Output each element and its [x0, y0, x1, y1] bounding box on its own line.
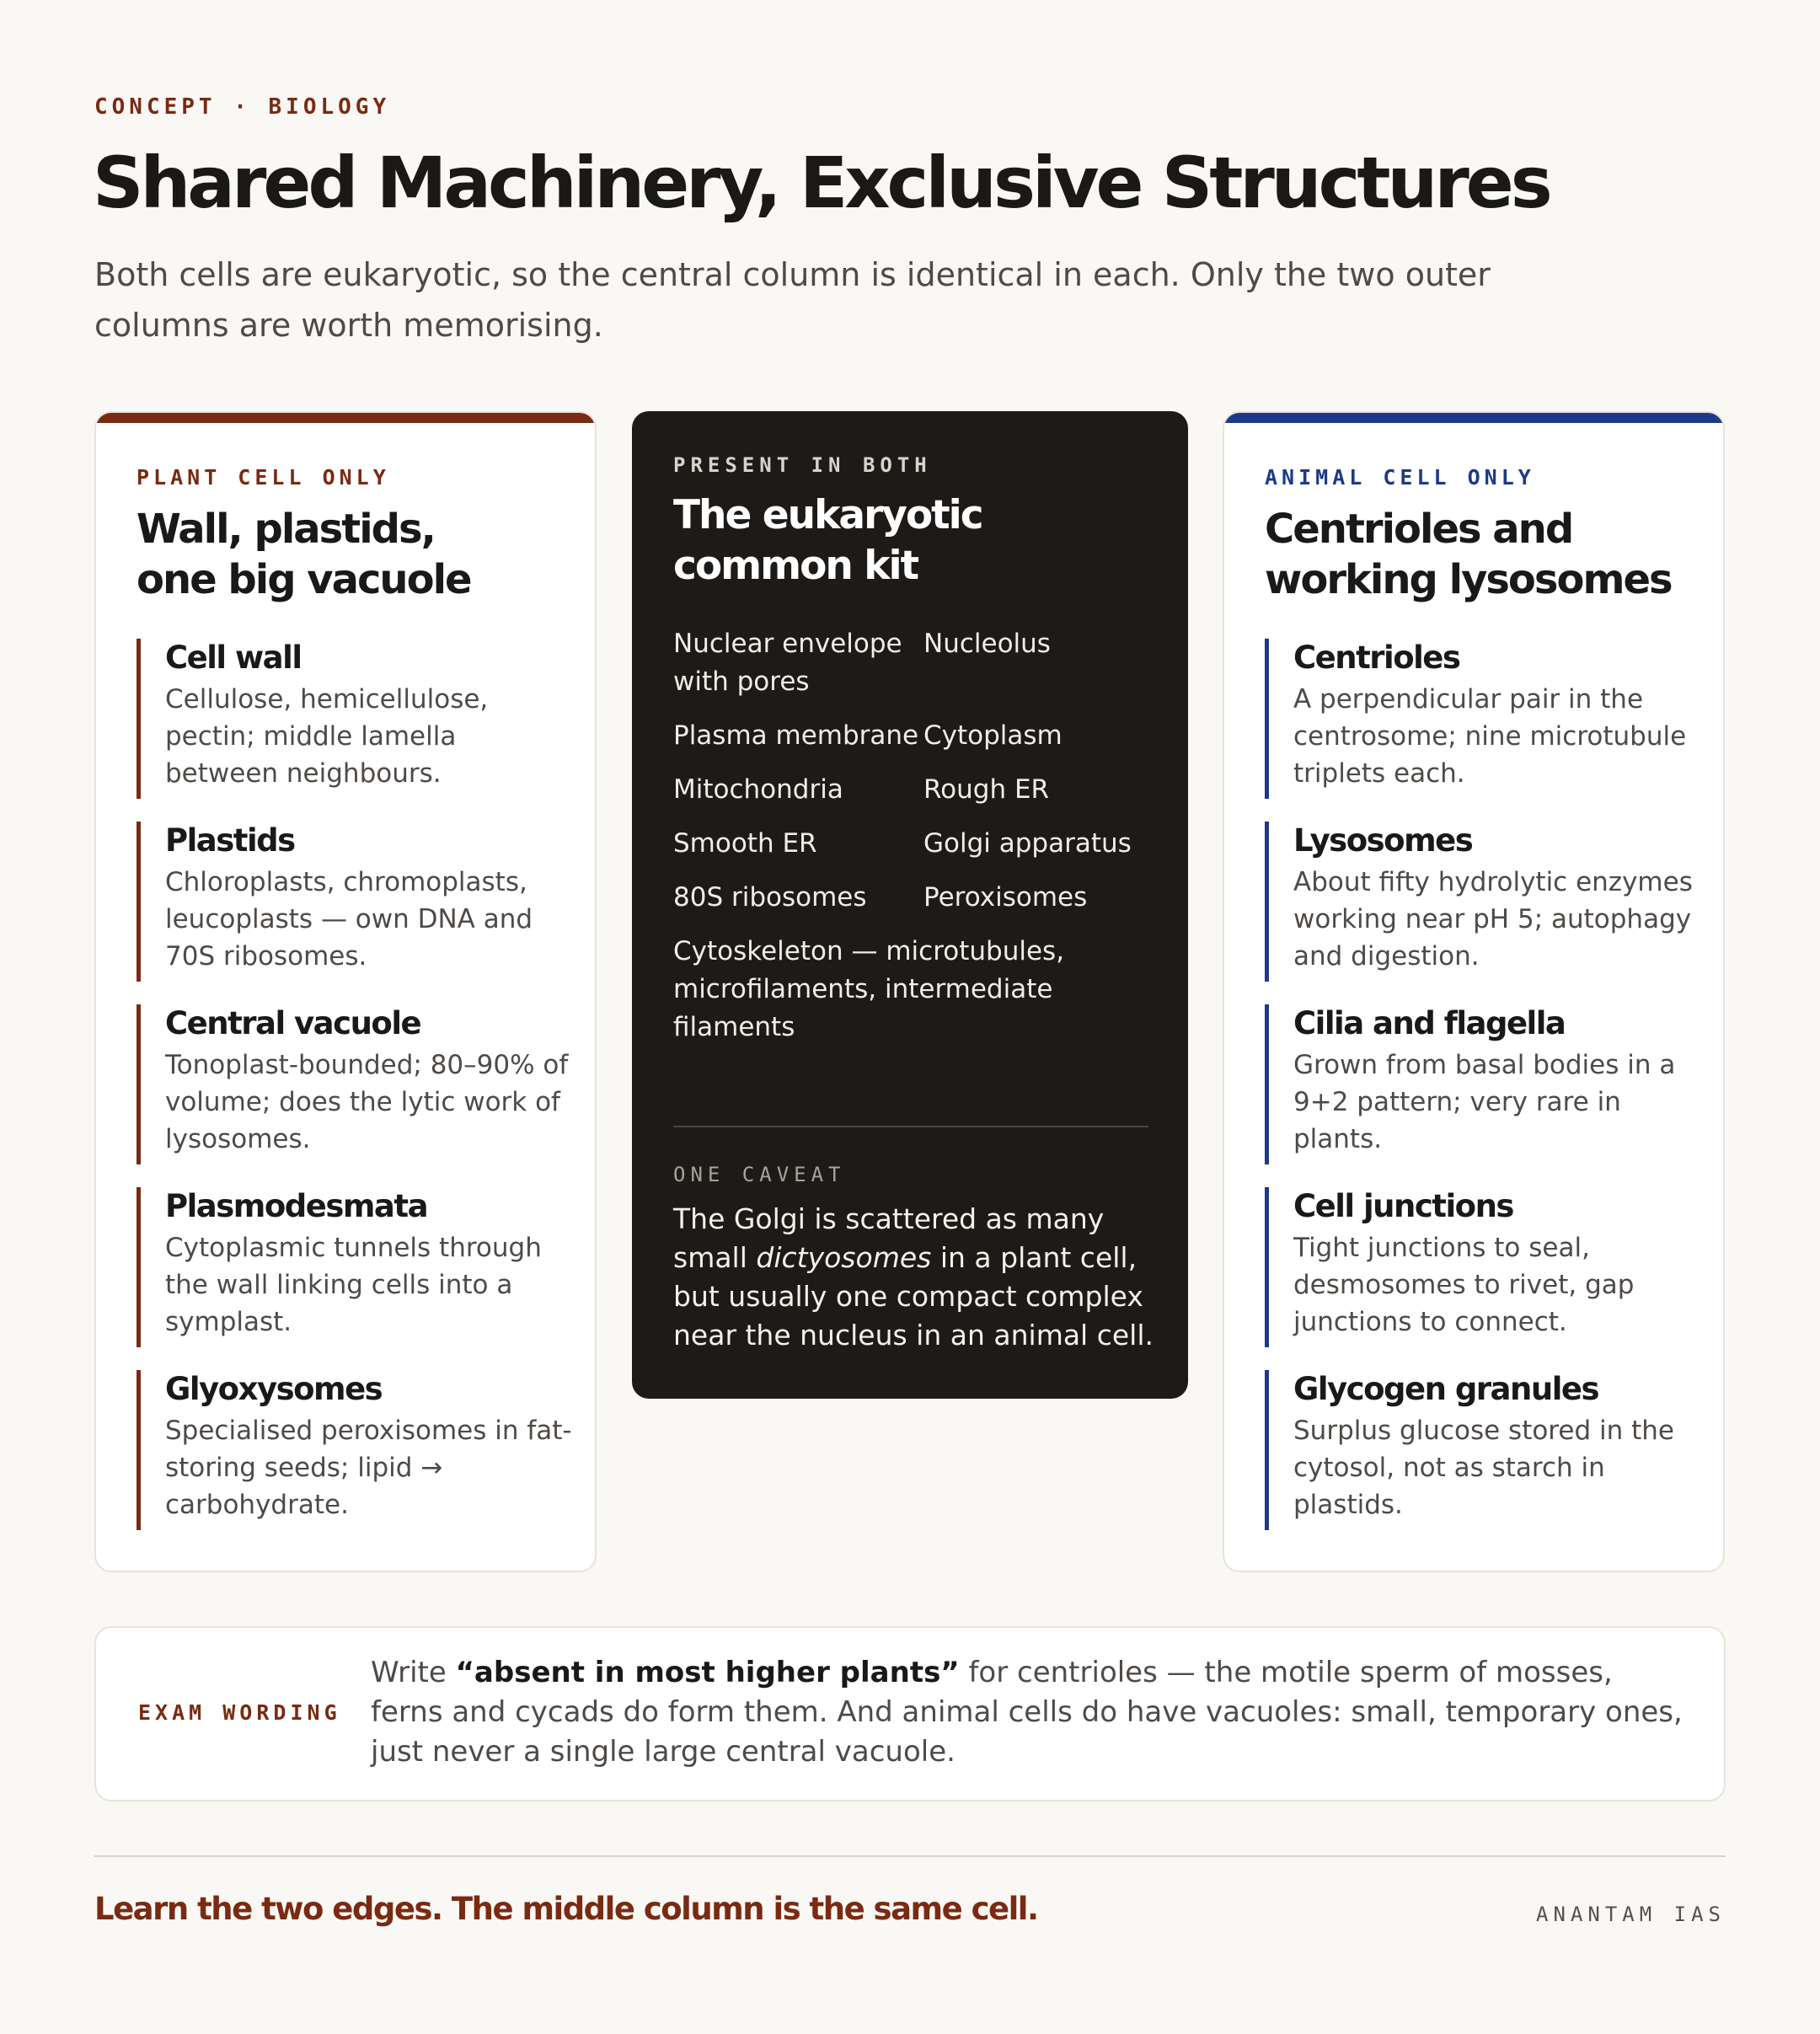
- list-item: [136, 822, 575, 982]
- exam-key-phrase: “absent in most higher plants”: [455, 1656, 960, 1689]
- item-title: Central vacuole: [165, 1005, 421, 1041]
- page-title: Shared Machinery, Exclusive Structures: [93, 142, 1550, 224]
- kit-item: Cytoplasm: [923, 720, 1063, 751]
- animal-item-list: [1265, 639, 1703, 1530]
- item-description: Chloroplasts, chromoplasts, leucoplasts — own DNA and 70S ribosomes.: [165, 867, 533, 972]
- eyebrow: CONCEPT · BIOLOGY: [94, 94, 391, 120]
- caveat-label: ONE CAVEAT: [673, 1163, 846, 1186]
- item-description: Specialised peroxisomes in fat-storing seeds; lipid → carbohydrate.: [165, 1416, 572, 1520]
- list-item: [136, 1370, 575, 1530]
- item-title: Cell wall: [165, 640, 302, 676]
- kit-item: Mitochondria: [673, 774, 843, 805]
- shared-heading-line-1: The eukaryotic: [673, 492, 982, 538]
- plant-item-list: [136, 639, 575, 1530]
- common-kit-grid: [673, 625, 1162, 1046]
- shared-organelles-card: [632, 411, 1188, 1399]
- exam-text-end: for centrioles — the motile sperm of mosses, ferns and cycads do form them. And animal cells do have vacuoles: small, temporary ones, just never a single large central vacuole.: [371, 1656, 1683, 1769]
- animal-card-label: ANIMAL CELL ONLY: [1265, 465, 1535, 490]
- kit-item: Smooth ER: [673, 828, 817, 859]
- plant-card-heading: [136, 504, 575, 605]
- accent-bar: [136, 1004, 141, 1164]
- list-item: [1265, 1187, 1703, 1347]
- item-title: Centrioles: [1293, 640, 1460, 676]
- list-item: [136, 639, 575, 799]
- item-description: Grown from basal bodies in a 9+2 pattern; very rare in plants.: [1293, 1050, 1676, 1154]
- item-description: Surplus glucose stored in the cytosol, not as starch in plastids.: [1293, 1416, 1674, 1520]
- item-description: A perpendicular pair in the centrosome; nine microtubule triplets each.: [1293, 684, 1687, 789]
- divider: [673, 1126, 1148, 1127]
- plant-cell-card: [94, 411, 597, 1572]
- caveat-text-end: in a plant cell, but usually one compact complex near the nucleus in an animal cell.: [673, 1241, 1154, 1352]
- accent-bar: [1265, 1004, 1269, 1164]
- list-item: [1265, 1004, 1703, 1164]
- shared-card-heading: [673, 490, 1145, 591]
- caveat-text: [673, 1200, 1170, 1355]
- exam-text-start: Write: [371, 1656, 456, 1689]
- exam-wording-box: [94, 1626, 1726, 1801]
- plant-heading-line-2: one big vacuole: [136, 556, 471, 603]
- list-item: [1265, 639, 1703, 799]
- plant-heading-line-1: Wall, plastids,: [136, 506, 435, 553]
- animal-heading-line-2: working lysosomes: [1265, 556, 1672, 603]
- item-title: Plastids: [165, 822, 295, 859]
- kit-item: Cytoskeleton — microtubules, microfilaments, intermediate filaments: [673, 936, 1065, 1042]
- shared-heading-line-2: common kit: [673, 543, 918, 589]
- accent-bar: [136, 1187, 141, 1347]
- accent-bar: [136, 639, 141, 799]
- item-title: Cell junctions: [1293, 1188, 1513, 1224]
- item-title: Cilia and flagella: [1293, 1005, 1566, 1041]
- exam-wording-label: EXAM WORDING: [138, 1700, 341, 1725]
- item-description: Cellulose, hemicellulose, pectin; middle lamella between neighbours.: [165, 684, 489, 789]
- plant-card-label: PLANT CELL ONLY: [136, 465, 390, 490]
- accent-bar: [136, 822, 141, 982]
- page-subtitle: Both cells are eukaryotic, so the central column is identical in each. Only the two outer columns are worth memorising.: [94, 256, 1491, 344]
- animal-cell-card: [1223, 411, 1725, 1572]
- animal-card-heading: [1265, 504, 1703, 605]
- kit-item: Plasma membrane: [673, 720, 919, 751]
- brand-name: ANANTAM IAS: [1536, 1903, 1726, 1926]
- exam-wording-text: [371, 1653, 1685, 1772]
- animal-heading-line-1: Centrioles and: [1265, 506, 1573, 553]
- kit-item: Golgi apparatus: [923, 828, 1132, 859]
- kit-item: Nucleolus: [923, 629, 1051, 659]
- list-item: [1265, 1370, 1703, 1530]
- kit-item: Peroxisomes: [923, 882, 1088, 913]
- shared-card-label: PRESENT IN BOTH: [673, 453, 932, 477]
- list-item: [136, 1187, 575, 1347]
- item-description: Cytoplasmic tunnels through the wall linking cells into a symplast.: [165, 1233, 542, 1337]
- item-title: Glycogen granules: [1293, 1371, 1599, 1407]
- item-title: Glyoxysomes: [165, 1371, 383, 1407]
- footer-tagline: Learn the two edges. The middle column is the same cell.: [94, 1891, 1038, 1927]
- kit-item: Rough ER: [923, 774, 1050, 805]
- accent-bar: [1265, 1370, 1269, 1530]
- list-item: [1265, 822, 1703, 982]
- item-description: Tonoplast-bounded; 80–90% of volume; does the lytic work of lysosomes.: [165, 1050, 569, 1154]
- caveat-text-start: The Golgi is scattered as many small: [673, 1202, 1105, 1274]
- accent-bar: [136, 1370, 141, 1530]
- item-title: Lysosomes: [1293, 822, 1473, 859]
- kit-item: 80S ribosomes: [673, 882, 867, 913]
- item-description: Tight junctions to seal, desmosomes to rivet, gap junctions to connect.: [1293, 1233, 1635, 1337]
- footer-divider: [94, 1855, 1726, 1857]
- accent-bar: [1265, 822, 1269, 982]
- item-description: About fifty hydrolytic enzymes working near pH 5; autophagy and digestion.: [1293, 867, 1693, 972]
- list-item: [136, 1004, 575, 1164]
- kit-item: Nuclear envelope with pores: [673, 629, 902, 697]
- accent-bar: [1265, 639, 1269, 799]
- accent-bar: [1265, 1187, 1269, 1347]
- caveat-emphasis: dictyosomes: [756, 1241, 932, 1274]
- item-title: Plasmodesmata: [165, 1188, 428, 1224]
